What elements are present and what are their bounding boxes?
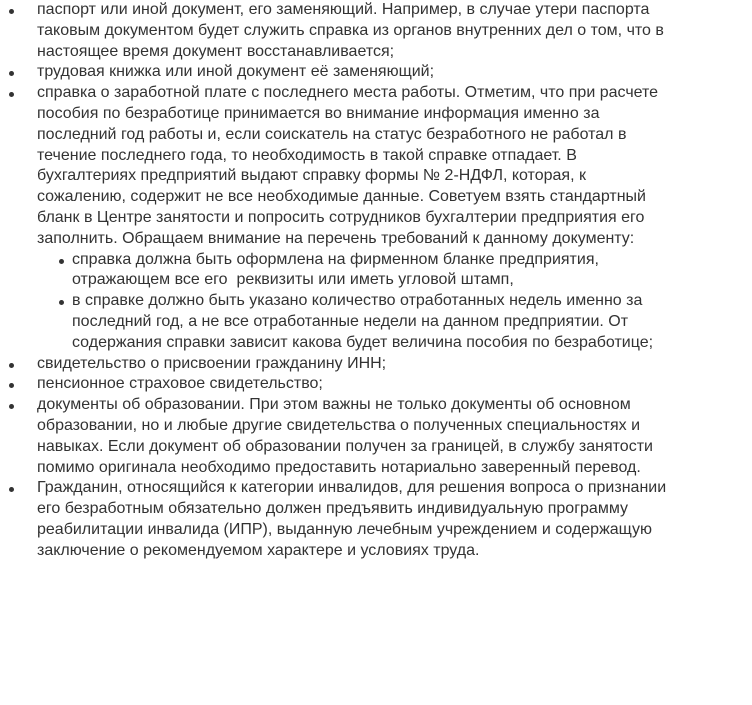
sub-list-item-text: в справке должно быть указано количество отработанных недель именно за последний год, а не все отработанные недели на данном предприятии. От содержания справки зависит какова будет величина пособия по безработице; <box>72 292 654 351</box>
list-item-salary-certificate <box>37 83 677 353</box>
list-item-text: паспорт или иной документ, его заменяющий. Например, в случае утери паспорта таковым документом будет служить справка из органов внутренних дел о том, что в настоящее время документ восстанавливается; <box>37 1 669 60</box>
list-item-text: свидетельство о присвоении гражданину ИНН; <box>37 354 387 372</box>
sub-list-item <box>72 250 672 292</box>
list-item-disability <box>37 478 677 561</box>
list-item-text: документы об образовании. При этом важны не только документы об основном образовании, но и любые другие свидетельства о полученных специальностях и навыках. Если документ об образовании получен за границей, в службу занятости помимо оригинала необходимо предоставить нотариально заверенный перевод. <box>37 396 658 476</box>
list-item-text: пенсионное страховое свидетельство; <box>37 375 323 393</box>
list-item-text: справка о заработной плате с последнего места работы. Отметим, что при расчете пособия по безработице принимается во внимание информация именно за последний год работы и, если соискатель на статус безработного не работал в течение последнего года, то необходимость в такой справке отпадает. В бухгалтериях предприятий выдают справку формы № 2-НДФЛ, которая, к сожалению, содержит не все необходимые данные. Советуем взять стандартный бланк в Центре занятости и попросить сотрудников бухгалтерии предприятия его заполнить. Обращаем внимание на перечень требований к данному документу: <box>37 84 663 247</box>
sub-list-item-text: справка должна быть оформлена на фирменном бланке предприятия, отражающем все его реквизиты или иметь угловой штамп, <box>72 250 604 289</box>
list-item-passport <box>37 0 677 62</box>
list-item-pension-certificate <box>37 374 677 395</box>
list-item-education-documents <box>37 395 677 478</box>
sub-list-item <box>72 291 672 353</box>
list-item-work-book <box>37 62 677 83</box>
salary-certificate-requirements <box>37 250 677 354</box>
list-item-inn <box>37 354 677 375</box>
list-item-text: Гражданин, относящийся к категории инвалидов, для решения вопроса о признании его безработным обязательно должен предъявить индивидуальную программу реабилитации инвалида (ИПР), выданную лечебным учреждением и содержащую заключение о рекомендуемом характере и условиях труда. <box>37 479 671 559</box>
list-item-text: трудовая книжка или иной документ её заменяющий; <box>37 63 435 81</box>
